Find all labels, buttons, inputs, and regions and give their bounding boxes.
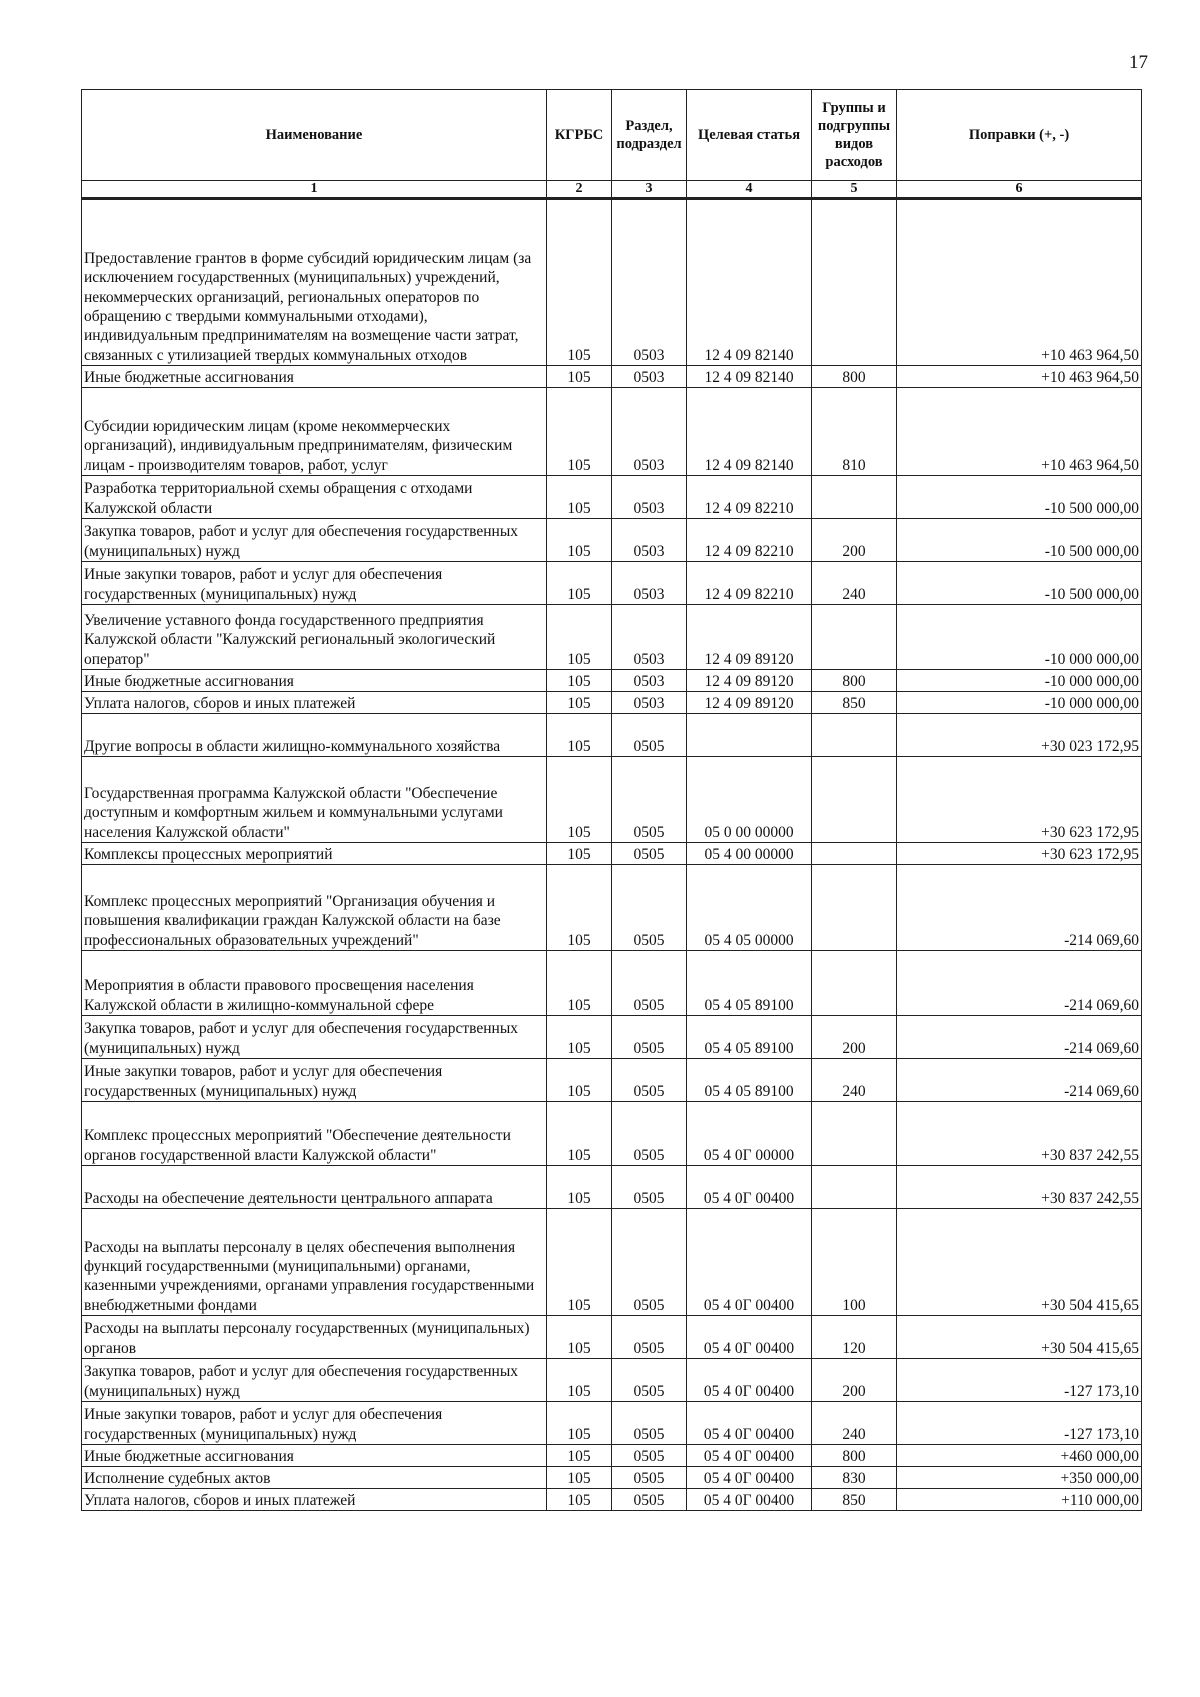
- row-section: 0503: [612, 199, 687, 366]
- row-amendment-amount: -214 069,60: [897, 951, 1142, 1016]
- row-section: 0505: [612, 843, 687, 865]
- row-section: 0505: [612, 1402, 687, 1445]
- row-name: Комплекс процессных мероприятий "Обеспечение деятельности органов государственной власти Калужской области": [82, 1102, 547, 1166]
- table-row: [82, 951, 1142, 1016]
- row-target-article: 05 4 0Г 00400: [687, 1489, 812, 1511]
- table-row: [82, 476, 1142, 519]
- row-target-article: 05 4 05 00000: [687, 865, 812, 951]
- row-expense-group: 120: [812, 1316, 897, 1359]
- row-expense-group: [812, 951, 897, 1016]
- table-row: [82, 1316, 1142, 1359]
- row-kgrbs: 105: [547, 1209, 612, 1316]
- row-kgrbs: 105: [547, 1467, 612, 1489]
- row-name: Субсидии юридическим лицам (кроме некоммерческих организаций), индивидуальным предпринимателям, физическим лицам - производителям товаров, работ, услуг: [82, 388, 547, 476]
- header-target-article: Целевая статья: [687, 90, 812, 181]
- row-kgrbs: 105: [547, 1445, 612, 1467]
- row-expense-group: 800: [812, 670, 897, 692]
- row-section: 0503: [612, 605, 687, 670]
- row-kgrbs: 105: [547, 1489, 612, 1511]
- row-name: Закупка товаров, работ и услуг для обеспечения государственных (муниципальных) нужд: [82, 519, 547, 562]
- row-expense-group: 200: [812, 1359, 897, 1402]
- row-target-article: 12 4 09 82140: [687, 366, 812, 388]
- row-section: 0505: [612, 757, 687, 843]
- row-target-article: 05 4 05 89100: [687, 951, 812, 1016]
- row-name: Комплексы процессных мероприятий: [82, 843, 547, 865]
- row-expense-group: 800: [812, 366, 897, 388]
- row-expense-group: 200: [812, 519, 897, 562]
- row-target-article: 05 4 0Г 00400: [687, 1467, 812, 1489]
- table-row: [82, 692, 1142, 714]
- table-row: [82, 757, 1142, 843]
- table-row: [82, 1016, 1142, 1059]
- row-section: 0503: [612, 692, 687, 714]
- column-number: 1: [82, 181, 547, 199]
- page-number: 17: [1129, 52, 1148, 73]
- row-expense-group: 800: [812, 1445, 897, 1467]
- row-amendment-amount: -10 500 000,00: [897, 562, 1142, 605]
- table-row: [82, 1402, 1142, 1445]
- row-kgrbs: 105: [547, 1402, 612, 1445]
- row-target-article: 05 0 00 00000: [687, 757, 812, 843]
- row-target-article: 05 4 05 89100: [687, 1059, 812, 1102]
- table-row: [82, 865, 1142, 951]
- row-kgrbs: 105: [547, 951, 612, 1016]
- row-name: Иные закупки товаров, работ и услуг для обеспечения государственных (муниципальных) нужд: [82, 1402, 547, 1445]
- row-section: 0505: [612, 865, 687, 951]
- table-row: [82, 199, 1142, 366]
- row-amendment-amount: -214 069,60: [897, 1059, 1142, 1102]
- row-amendment-amount: -127 173,10: [897, 1359, 1142, 1402]
- row-expense-group: 240: [812, 1059, 897, 1102]
- row-target-article: 12 4 09 82210: [687, 519, 812, 562]
- row-name: Комплекс процессных мероприятий "Организация обучения и повышения квалификации граждан Калужской области на базе профессиональных образовательных учреждений": [82, 865, 547, 951]
- row-section: 0503: [612, 388, 687, 476]
- table-row: [82, 366, 1142, 388]
- row-kgrbs: 105: [547, 1016, 612, 1059]
- row-expense-group: [812, 1102, 897, 1166]
- row-kgrbs: 105: [547, 1359, 612, 1402]
- row-amendment-amount: +30 623 172,95: [897, 757, 1142, 843]
- row-target-article: 05 4 05 89100: [687, 1016, 812, 1059]
- row-expense-group: 100: [812, 1209, 897, 1316]
- row-name: Иные закупки товаров, работ и услуг для обеспечения государственных (муниципальных) нужд: [82, 1059, 547, 1102]
- budget-amendments-table: [81, 89, 1142, 1511]
- header-row: [82, 90, 1142, 181]
- row-expense-group: 830: [812, 1467, 897, 1489]
- row-name: Закупка товаров, работ и услуг для обеспечения государственных (муниципальных) нужд: [82, 1359, 547, 1402]
- row-kgrbs: 105: [547, 1059, 612, 1102]
- row-section: 0503: [612, 366, 687, 388]
- row-amendment-amount: -10 000 000,00: [897, 670, 1142, 692]
- header-expense-groups: Группы и подгруппы видов расходов: [812, 90, 897, 181]
- row-amendment-amount: +30 837 242,55: [897, 1102, 1142, 1166]
- row-section: 0505: [612, 951, 687, 1016]
- row-section: 0505: [612, 1489, 687, 1511]
- row-target-article: 05 4 0Г 00400: [687, 1445, 812, 1467]
- row-amendment-amount: +10 463 964,50: [897, 199, 1142, 366]
- row-amendment-amount: +30 504 415,65: [897, 1316, 1142, 1359]
- header-section: Раздел, подраздел: [612, 90, 687, 181]
- row-kgrbs: 105: [547, 388, 612, 476]
- row-name: Уплата налогов, сборов и иных платежей: [82, 1489, 547, 1511]
- row-expense-group: [812, 476, 897, 519]
- header-name: Наименование: [82, 90, 547, 181]
- column-number-row: [82, 181, 1142, 199]
- row-target-article: 05 4 0Г 00400: [687, 1209, 812, 1316]
- row-kgrbs: 105: [547, 670, 612, 692]
- row-section: 0505: [612, 1209, 687, 1316]
- row-kgrbs: 105: [547, 1102, 612, 1166]
- row-kgrbs: 105: [547, 843, 612, 865]
- row-section: 0505: [612, 1016, 687, 1059]
- row-name: Закупка товаров, работ и услуг для обеспечения государственных (муниципальных) нужд: [82, 1016, 547, 1059]
- row-kgrbs: 105: [547, 1316, 612, 1359]
- table-row: [82, 1166, 1142, 1209]
- row-target-article: 12 4 09 89120: [687, 670, 812, 692]
- row-amendment-amount: -10 000 000,00: [897, 605, 1142, 670]
- row-expense-group: [812, 843, 897, 865]
- row-expense-group: [812, 1166, 897, 1209]
- row-target-article: 12 4 09 89120: [687, 605, 812, 670]
- row-name: Разработка территориальной схемы обращения с отходами Калужской области: [82, 476, 547, 519]
- row-target-article: 05 4 0Г 00400: [687, 1402, 812, 1445]
- row-target-article: 12 4 09 89120: [687, 692, 812, 714]
- row-amendment-amount: +30 023 172,95: [897, 714, 1142, 757]
- row-name: Исполнение судебных актов: [82, 1467, 547, 1489]
- row-target-article: 12 4 09 82140: [687, 199, 812, 366]
- table-row: [82, 670, 1142, 692]
- row-expense-group: 850: [812, 1489, 897, 1511]
- row-name: Увеличение уставного фонда государственного предприятия Калужской области "Калужский региональный экологический оператор": [82, 605, 547, 670]
- table-row: [82, 1489, 1142, 1511]
- row-expense-group: 810: [812, 388, 897, 476]
- row-target-article: 05 4 0Г 00400: [687, 1359, 812, 1402]
- row-expense-group: [812, 865, 897, 951]
- row-name: Расходы на выплаты персоналу государственных (муниципальных) органов: [82, 1316, 547, 1359]
- row-amendment-amount: +30 504 415,65: [897, 1209, 1142, 1316]
- table-row: [82, 1445, 1142, 1467]
- row-kgrbs: 105: [547, 714, 612, 757]
- row-kgrbs: 105: [547, 605, 612, 670]
- row-section: 0503: [612, 519, 687, 562]
- row-amendment-amount: -10 500 000,00: [897, 476, 1142, 519]
- row-name: Государственная программа Калужской области "Обеспечение доступным и комфортным жильем и коммунальными услугами населения Калужской области": [82, 757, 547, 843]
- row-amendment-amount: -127 173,10: [897, 1402, 1142, 1445]
- row-section: 0503: [612, 670, 687, 692]
- row-section: 0505: [612, 1467, 687, 1489]
- table-row: [82, 605, 1142, 670]
- row-name: Расходы на обеспечение деятельности центрального аппарата: [82, 1166, 547, 1209]
- table-row: [82, 1467, 1142, 1489]
- header-kgrbs: КГРБС: [547, 90, 612, 181]
- column-number: 2: [547, 181, 612, 199]
- table-row: [82, 1059, 1142, 1102]
- row-kgrbs: 105: [547, 366, 612, 388]
- row-name: Мероприятия в области правового просвещения населения Калужской области в жилищно-коммунальной сфере: [82, 951, 547, 1016]
- column-number: 3: [612, 181, 687, 199]
- row-kgrbs: 105: [547, 199, 612, 366]
- table-row: [82, 843, 1142, 865]
- row-kgrbs: 105: [547, 476, 612, 519]
- row-section: 0505: [612, 1359, 687, 1402]
- row-section: 0505: [612, 1102, 687, 1166]
- column-number: 6: [897, 181, 1142, 199]
- row-kgrbs: 105: [547, 1166, 612, 1209]
- row-section: 0505: [612, 1316, 687, 1359]
- row-section: 0503: [612, 562, 687, 605]
- row-kgrbs: 105: [547, 562, 612, 605]
- row-amendment-amount: +110 000,00: [897, 1489, 1142, 1511]
- row-name: Другие вопросы в области жилищно-коммунального хозяйства: [82, 714, 547, 757]
- row-name: Расходы на выплаты персоналу в целях обеспечения выполнения функций государственными (муниципальными) органами, казенными учреждениями, органами управления государственными внебюджетными фондами: [82, 1209, 547, 1316]
- row-expense-group: 240: [812, 1402, 897, 1445]
- row-target-article: 05 4 0Г 00400: [687, 1316, 812, 1359]
- row-amendment-amount: +460 000,00: [897, 1445, 1142, 1467]
- row-expense-group: [812, 757, 897, 843]
- row-name: Иные бюджетные ассигнования: [82, 366, 547, 388]
- row-name: Уплата налогов, сборов и иных платежей: [82, 692, 547, 714]
- row-amendment-amount: +350 000,00: [897, 1467, 1142, 1489]
- row-name: Иные бюджетные ассигнования: [82, 1445, 547, 1467]
- row-name: Иные закупки товаров, работ и услуг для обеспечения государственных (муниципальных) нужд: [82, 562, 547, 605]
- table-row: [82, 1359, 1142, 1402]
- row-target-article: 05 4 0Г 00000: [687, 1102, 812, 1166]
- table-row: [82, 1209, 1142, 1316]
- row-section: 0505: [612, 714, 687, 757]
- table-row: [82, 388, 1142, 476]
- row-kgrbs: 105: [547, 865, 612, 951]
- row-expense-group: [812, 199, 897, 366]
- row-target-article: 12 4 09 82210: [687, 562, 812, 605]
- row-kgrbs: 105: [547, 692, 612, 714]
- row-name: Предоставление грантов в форме субсидий юридическим лицам (за исключением государственных (муниципальных) учреждений, некоммерческих организаций, региональных операторов по обращению с твердыми коммунальными отходами), индивидуальным предпринимателям на возмещение части затрат, связанных с утилизацией твердых коммунальных отходов: [82, 199, 547, 366]
- row-target-article: 05 4 0Г 00400: [687, 1166, 812, 1209]
- row-section: 0505: [612, 1445, 687, 1467]
- row-amendment-amount: -214 069,60: [897, 865, 1142, 951]
- column-number: 4: [687, 181, 812, 199]
- row-amendment-amount: -214 069,60: [897, 1016, 1142, 1059]
- row-amendment-amount: -10 500 000,00: [897, 519, 1142, 562]
- row-name: Иные бюджетные ассигнования: [82, 670, 547, 692]
- table-row: [82, 562, 1142, 605]
- table-row: [82, 714, 1142, 757]
- row-expense-group: 240: [812, 562, 897, 605]
- row-amendment-amount: +10 463 964,50: [897, 388, 1142, 476]
- table-row: [82, 1102, 1142, 1166]
- row-amendment-amount: +10 463 964,50: [897, 366, 1142, 388]
- row-target-article: 12 4 09 82210: [687, 476, 812, 519]
- column-number: 5: [812, 181, 897, 199]
- table-row: [82, 519, 1142, 562]
- row-kgrbs: 105: [547, 519, 612, 562]
- row-expense-group: [812, 714, 897, 757]
- row-expense-group: [812, 605, 897, 670]
- row-target-article: [687, 714, 812, 757]
- row-target-article: 12 4 09 82140: [687, 388, 812, 476]
- row-target-article: 05 4 00 00000: [687, 843, 812, 865]
- row-section: 0505: [612, 1059, 687, 1102]
- row-section: 0505: [612, 1166, 687, 1209]
- row-expense-group: 200: [812, 1016, 897, 1059]
- row-expense-group: 850: [812, 692, 897, 714]
- row-section: 0503: [612, 476, 687, 519]
- header-amendments: Поправки (+, -): [897, 90, 1142, 181]
- row-amendment-amount: -10 000 000,00: [897, 692, 1142, 714]
- row-amendment-amount: +30 623 172,95: [897, 843, 1142, 865]
- row-kgrbs: 105: [547, 757, 612, 843]
- row-amendment-amount: +30 837 242,55: [897, 1166, 1142, 1209]
